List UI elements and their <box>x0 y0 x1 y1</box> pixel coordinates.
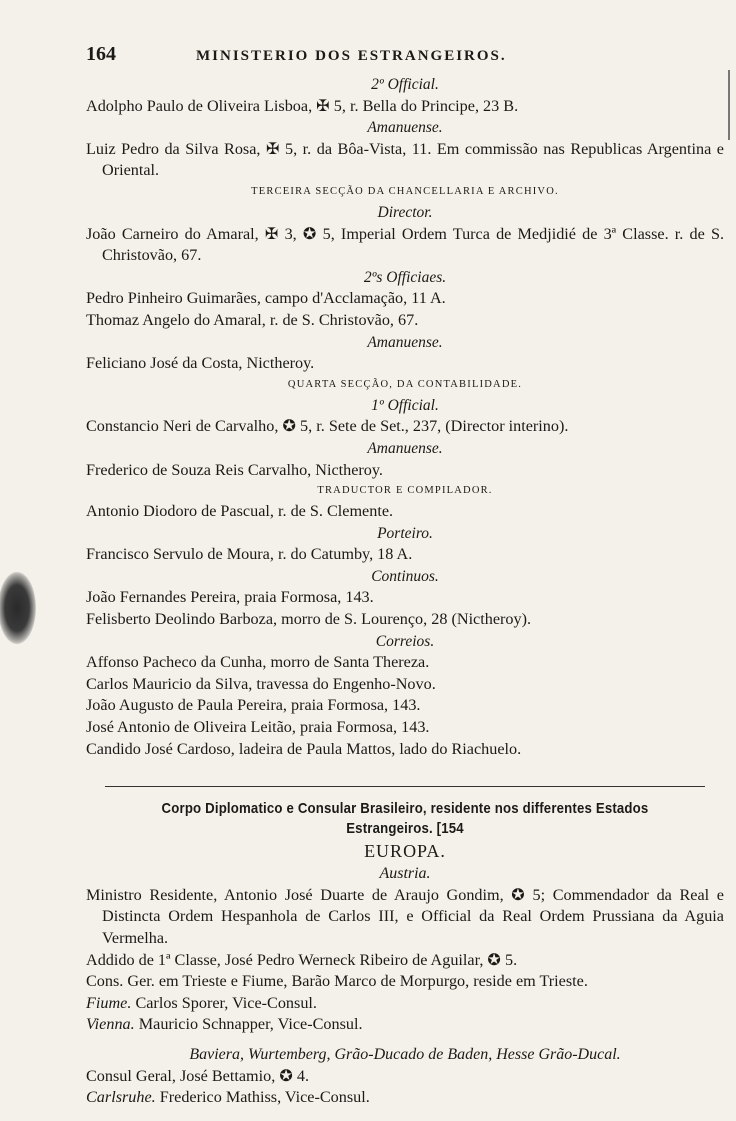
directory-entry: Luiz Pedro da Silva Rosa, ✠ 5, r. da Bôa-Vista, 11. Em commissão nas Republicas Argentina e Oriental. <box>86 139 724 180</box>
role-heading: Amanuense. <box>367 119 443 137</box>
directory-entry: Constancio Neri de Carvalho, ✪ 5, r. Sete de Set., 237, (Director interino). <box>86 417 569 436</box>
directory-entry: Pedro Pinheiro Guimarães, campo d'Acclamação, 11 A. <box>86 289 446 308</box>
corpo-entry: Addido de 1ª Classe, José Pedro Werneck Ribeiro de Aguilar, ✪ 5. <box>86 950 518 969</box>
directory-entry: Francisco Servulo de Moura, r. do Catumby, 18 A. <box>86 545 413 564</box>
directory-entry: Candido José Cardoso, ladeira de Paula Mattos, lado do Riachuelo. <box>86 739 522 758</box>
directory-entry: Affonso Pacheco da Cunha, morro de Santa Thereza. <box>86 653 430 672</box>
region-heading: EUROPA. <box>364 841 446 862</box>
directory-entry: José Antonio de Oliveira Leitão, praia Formosa, 143. <box>86 718 430 737</box>
place-name: Vienna. <box>86 1015 135 1034</box>
role-heading: Porteiro. <box>377 524 433 542</box>
entry-text: Mauricio Schnapper, Vice-Consul. <box>138 1015 363 1034</box>
directory-entry: João Carneiro do Amaral, ✠ 3, ✪ 5, Imperial Ordem Turca de Medjidié de 3ª Classe. r. de S. Christovão, 67. <box>86 224 724 265</box>
corpo-entry: Ministro Residente, Antonio José Duarte de Araujo Gondim, ✪ 5; Commendador da Real e Distincta Ordem Hespanhola de Carlos III, e Official da Real Ordem Prussiana da Aguia Vermelha. <box>86 885 724 947</box>
page-edge-mark <box>728 70 730 140</box>
place-name: Carlsruhe. <box>86 1088 156 1107</box>
role-heading: Continuos. <box>371 567 439 585</box>
section-heading: TERCEIRA SECÇÃO DA CHANCELLARIA E ARCHIVO. <box>251 185 559 197</box>
directory-entry: Carlos Mauricio da Silva, travessa do Engenho-Novo. <box>86 674 436 693</box>
running-title: MINISTERIO DOS ESTRANGEIROS. <box>196 48 507 64</box>
directory-entry: Antonio Diodoro de Pascual, r. de S. Clemente. <box>86 502 394 521</box>
directory-entry: Feliciano José da Costa, Nictheroy. <box>86 354 315 373</box>
section-heading: QUARTA SECÇÃO, DA CONTABILIDADE. <box>287 378 523 390</box>
section-divider <box>105 786 705 787</box>
corpo-diplomatico-section <box>86 799 724 1109</box>
vienna-entry <box>86 1014 724 1036</box>
role-heading: Director. <box>377 203 433 221</box>
corpo-title-line1: Corpo Diplomatico e Consular Brasileiro, residente nos differentes Estados <box>161 800 649 818</box>
document-page <box>86 44 724 1109</box>
directory-entry: Thomaz Angelo do Amaral, r. de S. Christovão, 67. <box>86 310 419 329</box>
directory-entry: Felisberto Deolindo Barboza, morro de S. Lourenço, 28 (Nictheroy). <box>86 610 532 629</box>
fiume-entry <box>86 993 724 1015</box>
subregion-heading-2: Baviera, Wurtemberg, Grão-Ducado de Baden, Hesse Grão-Ducal. <box>189 1045 621 1063</box>
role-heading: Amanuense. <box>367 333 443 351</box>
corpo-title-line2: Estrangeiros. [154 <box>346 820 464 838</box>
corpo-entry: Cons. Ger. em Trieste e Fiume, Barão Marco de Morpurgo, reside em Trieste. <box>86 972 588 991</box>
role-heading: 2º Official. <box>371 76 439 93</box>
consul-geral-entry: Consul Geral, José Bettamio, ✪ 4. <box>86 1066 310 1085</box>
subregion-heading: Austria. <box>379 865 431 883</box>
directory-listing <box>86 74 724 760</box>
entry-text: Carlos Sporer, Vice-Consul. <box>135 993 317 1012</box>
corpo-entries <box>86 885 724 993</box>
entry-text: Frederico Mathiss, Vice-Consul. <box>159 1088 370 1107</box>
directory-entry: Frederico de Souza Reis Carvalho, Nictheroy. <box>86 460 383 479</box>
page-edge-smudge <box>0 572 36 644</box>
section-heading: TRADUCTOR E COMPILADOR. <box>317 485 493 497</box>
directory-entry: João Augusto de Paula Pereira, praia Formosa, 143. <box>86 696 421 715</box>
place-name: Fiume. <box>86 993 132 1012</box>
directory-entry: Adolpho Paulo de Oliveira Lisboa, ✠ 5, r. Bella do Principe, 23 B. <box>86 96 519 115</box>
role-heading: 2ºs Officiaes. <box>363 268 447 286</box>
role-heading: Correios. <box>375 632 435 650</box>
directory-entry: João Fernandes Pereira, praia Formosa, 143. <box>86 588 374 607</box>
role-heading: 1º Official. <box>371 396 439 414</box>
role-heading: Amanuense. <box>367 439 443 457</box>
page-header <box>86 44 724 68</box>
carlsruhe-entry <box>86 1087 724 1109</box>
page-number: 164 <box>86 43 116 65</box>
